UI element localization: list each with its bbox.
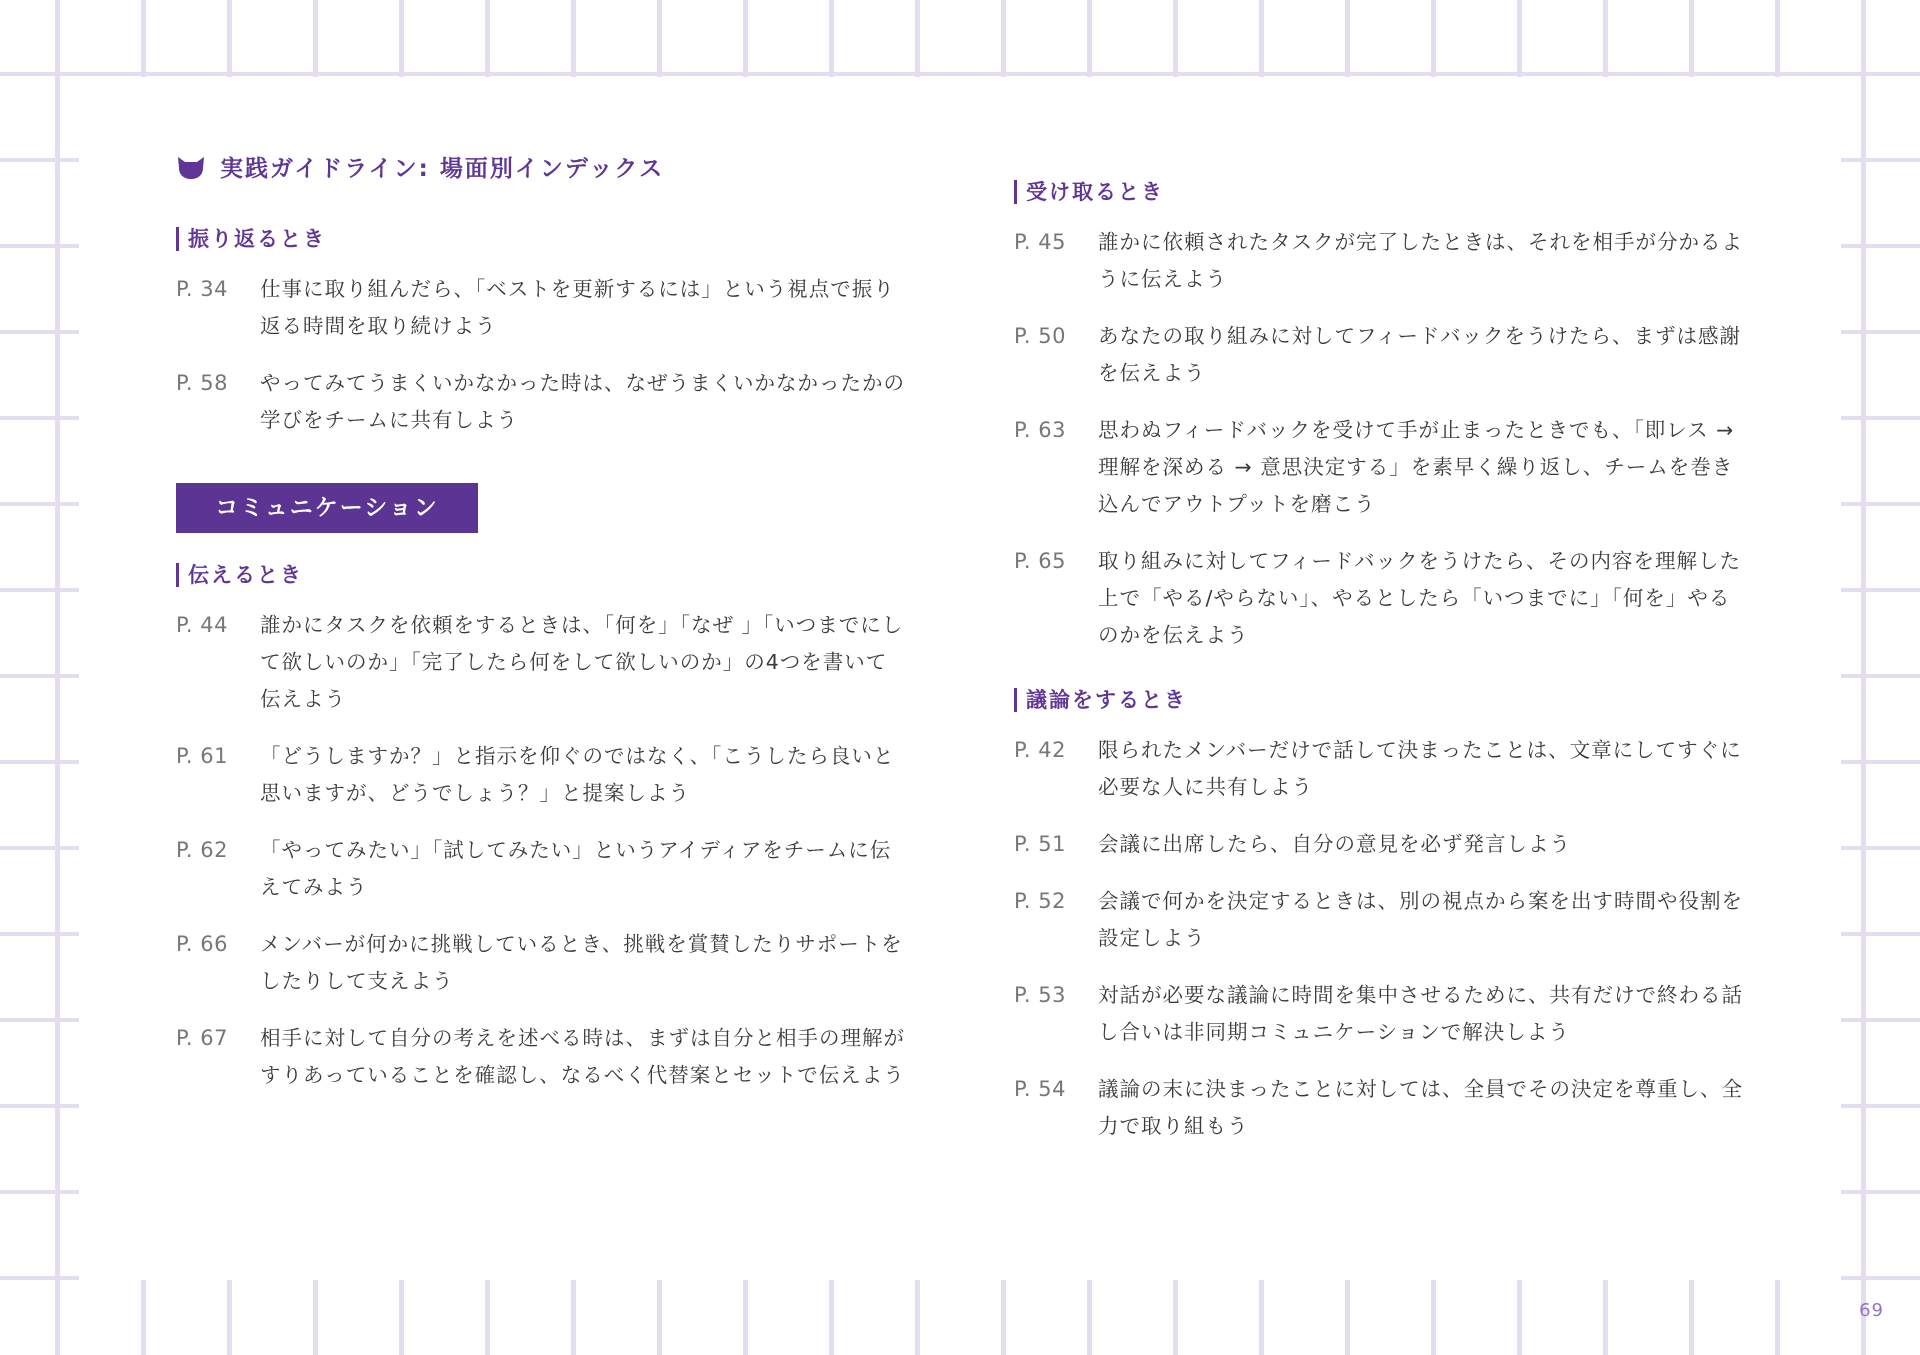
page-reference: P. 54 (1014, 1077, 1066, 1101)
section-heading: 議論をするとき (1014, 688, 1754, 712)
entry-text: 議論の末に決まったことに対しては、全員でその決定を尊重し、全力で取り組もう (1098, 1077, 1743, 1138)
page-reference: P. 34 (176, 277, 228, 301)
page-reference: P. 45 (1014, 230, 1066, 254)
index-entry (1014, 543, 1754, 654)
page-reference: P. 66 (176, 932, 228, 956)
entry-text: 対話が必要な議論に時間を集中させるために、共有だけで終わる話し合いは非同期コミュニケーションで解決しよう (1098, 983, 1743, 1044)
section-reflect (176, 227, 916, 439)
entry-text: 「やってみたい」「試してみたい」というアイディアをチームに伝えてみよう (260, 838, 892, 899)
page-reference: P. 67 (176, 1026, 228, 1050)
page-reference: P. 65 (1014, 549, 1066, 573)
cat-face-icon (176, 154, 206, 180)
index-entry (176, 1020, 916, 1094)
section-convey (176, 563, 916, 1094)
index-entry (1014, 883, 1754, 957)
index-entry (176, 926, 916, 1000)
entry-text: メンバーが何かに挑戦しているとき、挑戦を賞賛したりサポートをしたりして支えよう (260, 932, 903, 993)
index-entry (1014, 318, 1754, 392)
page-reference: P. 53 (1014, 983, 1066, 1007)
index-entry (1014, 977, 1754, 1051)
index-entry (1014, 1071, 1754, 1145)
index-entry (176, 365, 916, 439)
page-reference: P. 44 (176, 613, 228, 637)
page-title-text: 実践ガイドライン: 場面別インデックス (220, 156, 665, 182)
page-reference: P. 63 (1014, 418, 1066, 442)
section-receive (1014, 180, 1754, 654)
entry-text: 相手に対して自分の考えを述べる時は、まずは自分と相手の理解がすりあっていることを確認し、なるべく代替案とセットで伝えよう (260, 1026, 905, 1087)
left-column (176, 150, 916, 1128)
index-entry (1014, 826, 1754, 863)
entry-text: 思わぬフィードバックを受けて手が止まったときでも、「即レス → 理解を深める → 意思決定する」を素早く繰り返し、チームを巻き込んでアウトプットを磨こう (1098, 418, 1735, 516)
index-entry (176, 832, 916, 906)
page-reference: P. 42 (1014, 738, 1066, 762)
section-discuss (1014, 688, 1754, 1145)
page-reference: P. 50 (1014, 324, 1066, 348)
entry-text: 会議で何かを決定するときは、別の視点から案を出す時間や役割を設定しよう (1098, 889, 1743, 950)
index-entry (176, 271, 916, 345)
page-reference: P. 51 (1014, 832, 1066, 856)
right-column (1014, 180, 1754, 1179)
page-reference: P. 52 (1014, 889, 1066, 913)
index-entry (176, 738, 916, 812)
index-entry (1014, 224, 1754, 298)
entry-text: 誰かに依頼されたタスクが完了したときは、それを相手が分かるように伝えよう (1098, 230, 1743, 291)
page-reference: P. 61 (176, 744, 228, 768)
entry-text: 取り組みに対してフィードバックをうけたら、その内容を理解した上で「やる/やらない」、やるとしたら「いつまでに」「何を」やるのかを伝えよう (1098, 549, 1741, 647)
index-entry (176, 607, 916, 718)
entry-text: やってみてうまくいかなかった時は、なぜうまくいかなかったかの学びをチームに共有しよう (260, 371, 905, 432)
section-heading: 受け取るとき (1014, 180, 1754, 204)
category-banner: コミュニケーション (176, 483, 478, 533)
entry-text: 誰かにタスクを依頼をするときは、「何を」「なぜ 」「いつまでにして欲しいのか」「完了したら何をして欲しいのか」の4つを書いて伝えよう (260, 613, 904, 711)
entry-text: 「どうしますか？」と指示を仰ぐのではなく、「こうしたら良いと思いますが、どうでしょう？」と提案しよう (260, 744, 895, 805)
entry-text: 仕事に取り組んだら、「ベストを更新するには」という視点で振り返る時間を取り続けよう (260, 277, 895, 338)
index-entry (1014, 732, 1754, 806)
page-reference: P. 62 (176, 838, 228, 862)
section-heading: 振り返るとき (176, 227, 916, 251)
page-reference: P. 58 (176, 371, 228, 395)
page-number: 69 (1859, 1300, 1884, 1321)
entry-text: 会議に出席したら、自分の意見を必ず発言しよう (1098, 832, 1571, 856)
page-title (176, 150, 916, 183)
entry-text: あなたの取り組みに対してフィードバックをうけたら、まずは感謝を伝えよう (1098, 324, 1741, 385)
index-entry (1014, 412, 1754, 523)
entry-text: 限られたメンバーだけで話して決まったことは、文章にしてすぐに必要な人に共有しよう (1098, 738, 1742, 799)
section-heading: 伝えるとき (176, 563, 916, 587)
